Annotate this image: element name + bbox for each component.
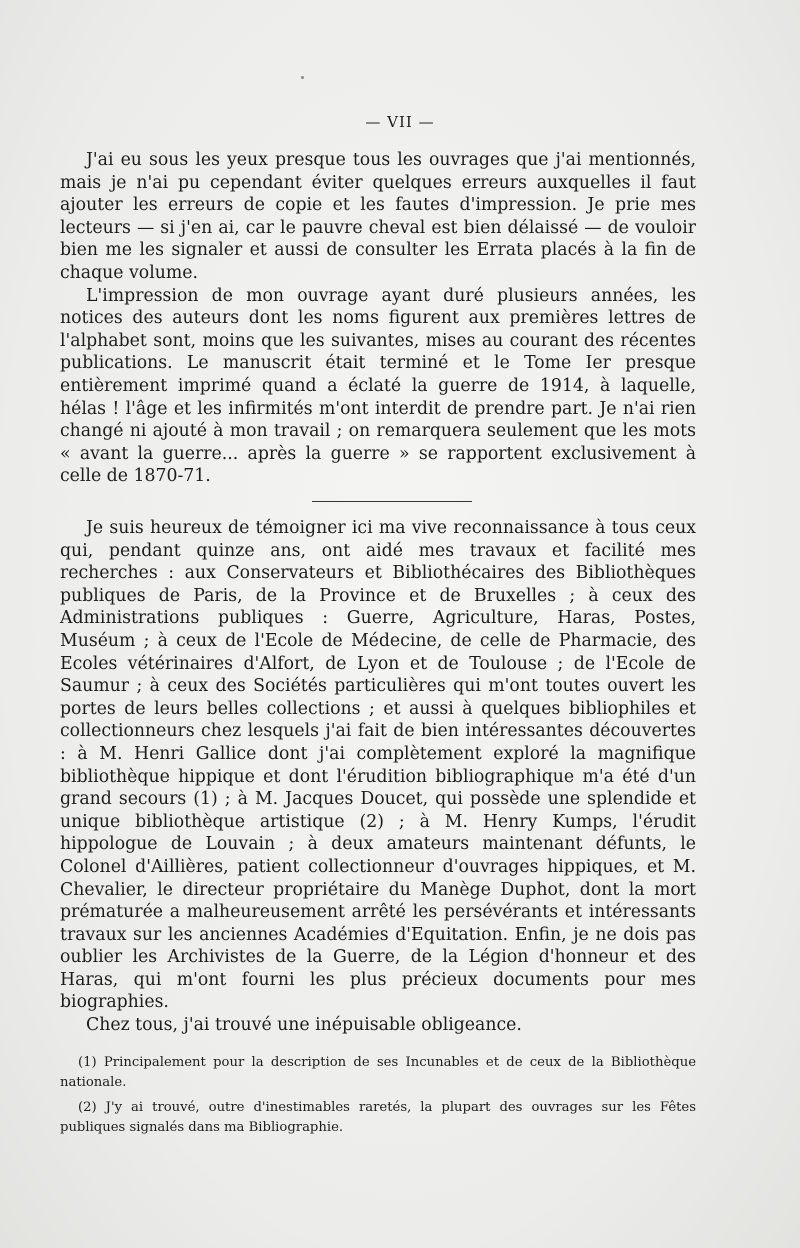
paragraph-closing: Chez tous, j'ai trouvé une inépuisable obligeance. (86, 1015, 522, 1036)
paragraph-errata: J'ai eu sous les yeux presque tous les ouvrages que j'ai mentionnés, mais je n'ai pu cependant éviter quelques erreurs auxquelles il faut ajouter les erreurs de copie et les fautes d'impression. Je prie mes lecteurs — si j'en ai, car le pauvre cheval est bien délaissé — de vouloir bien me les signaler et aussi de consulter les Errata placés à la fin de chaque volume. (60, 150, 696, 283)
text-block-2 (60, 517, 696, 1037)
page-number-header: — VII — (365, 113, 435, 131)
footnote-2: (2) J'y ai trouvé, outre d'inestimables raretés, la plupart des ouvrages sur les Fêtes publiques signalés dans ma Bibliographie. (60, 1100, 696, 1135)
text-block-1 (60, 149, 696, 488)
section-divider (312, 501, 472, 502)
paragraph-impression: L'impression de mon ouvrage ayant duré plusieurs années, les notices des auteurs dont les noms figurent aux premières lettres de l'alphabet sont, moins que les suivantes, mises au courant des récentes publications. Le manuscrit était terminé et le Tome Ier presque entièrement imprimé quand a éclaté la guerre de 1914, à laquelle, hélas ! l'âge et les infirmités m'ont interdit de prendre part. Je n'ai rien changé ni ajouté à mon travail ; on remarquera seulement que les mots « avant la guerre... après la guerre » se rapportent exclusivement à celle de 1870-71. (60, 285, 696, 487)
footnotes (60, 1053, 696, 1143)
footnote-1: (1) Principalement pour la description de ses Incunables et de ceux de la Bibliothèque nationale. (60, 1055, 696, 1090)
paragraph-acknowledgements: Je suis heureux de témoigner ici ma vive reconnaissance à tous ceux qui, pendant quinze ans, ont aidé mes travaux et facilité mes recherches : aux Conservateurs et Bibliothécaires des Bibliothèques publiques de Paris, de la Province et de Bruxelles ; à ceux des Administrations publiques : Guerre, Agriculture, Haras, Postes, Muséum ; à ceux de l'Ecole de Médecine, de celle de Pharmacie, des Ecoles vétérinaires d'Alfort, de Lyon et de Toulouse ; de l'Ecole de Saumur ; à ceux des Sociétés particulières qui m'ont toutes ouvert les portes de leurs belles collections ; et aussi à quelques bibliophiles et collectionneurs chez lesquels j'ai fait de bien intéressantes découvertes : à M. Henri Gallice dont j'ai complètement exploré la magnifique bibliothèque hippique et dont l'érudition bibliographique m'a été d'un grand secours (1) ; à M. Jacques Doucet, qui possède une splendide et unique bibliothèque artistique (2) ; à M. Henry Kumps, l'érudit hippologue de Louvain ; à deux amateurs maintenant défunts, le Colonel d'Aillières, patient collectionneur d'ouvrages hippiques, et M. Chevalier, le directeur propriétaire du Manège Duphot, dont la mort prématurée a malheureusement arrêté les persévérants et intéressants travaux sur les anciennes Académies d'Equitation. Enfin, je ne dois pas oublier les Archivistes de la Guerre, de la Légion d'honneur et des Haras, qui m'ont fourni les plus précieux documents pour mes biographies. (60, 518, 696, 1013)
ink-speck (301, 76, 304, 79)
